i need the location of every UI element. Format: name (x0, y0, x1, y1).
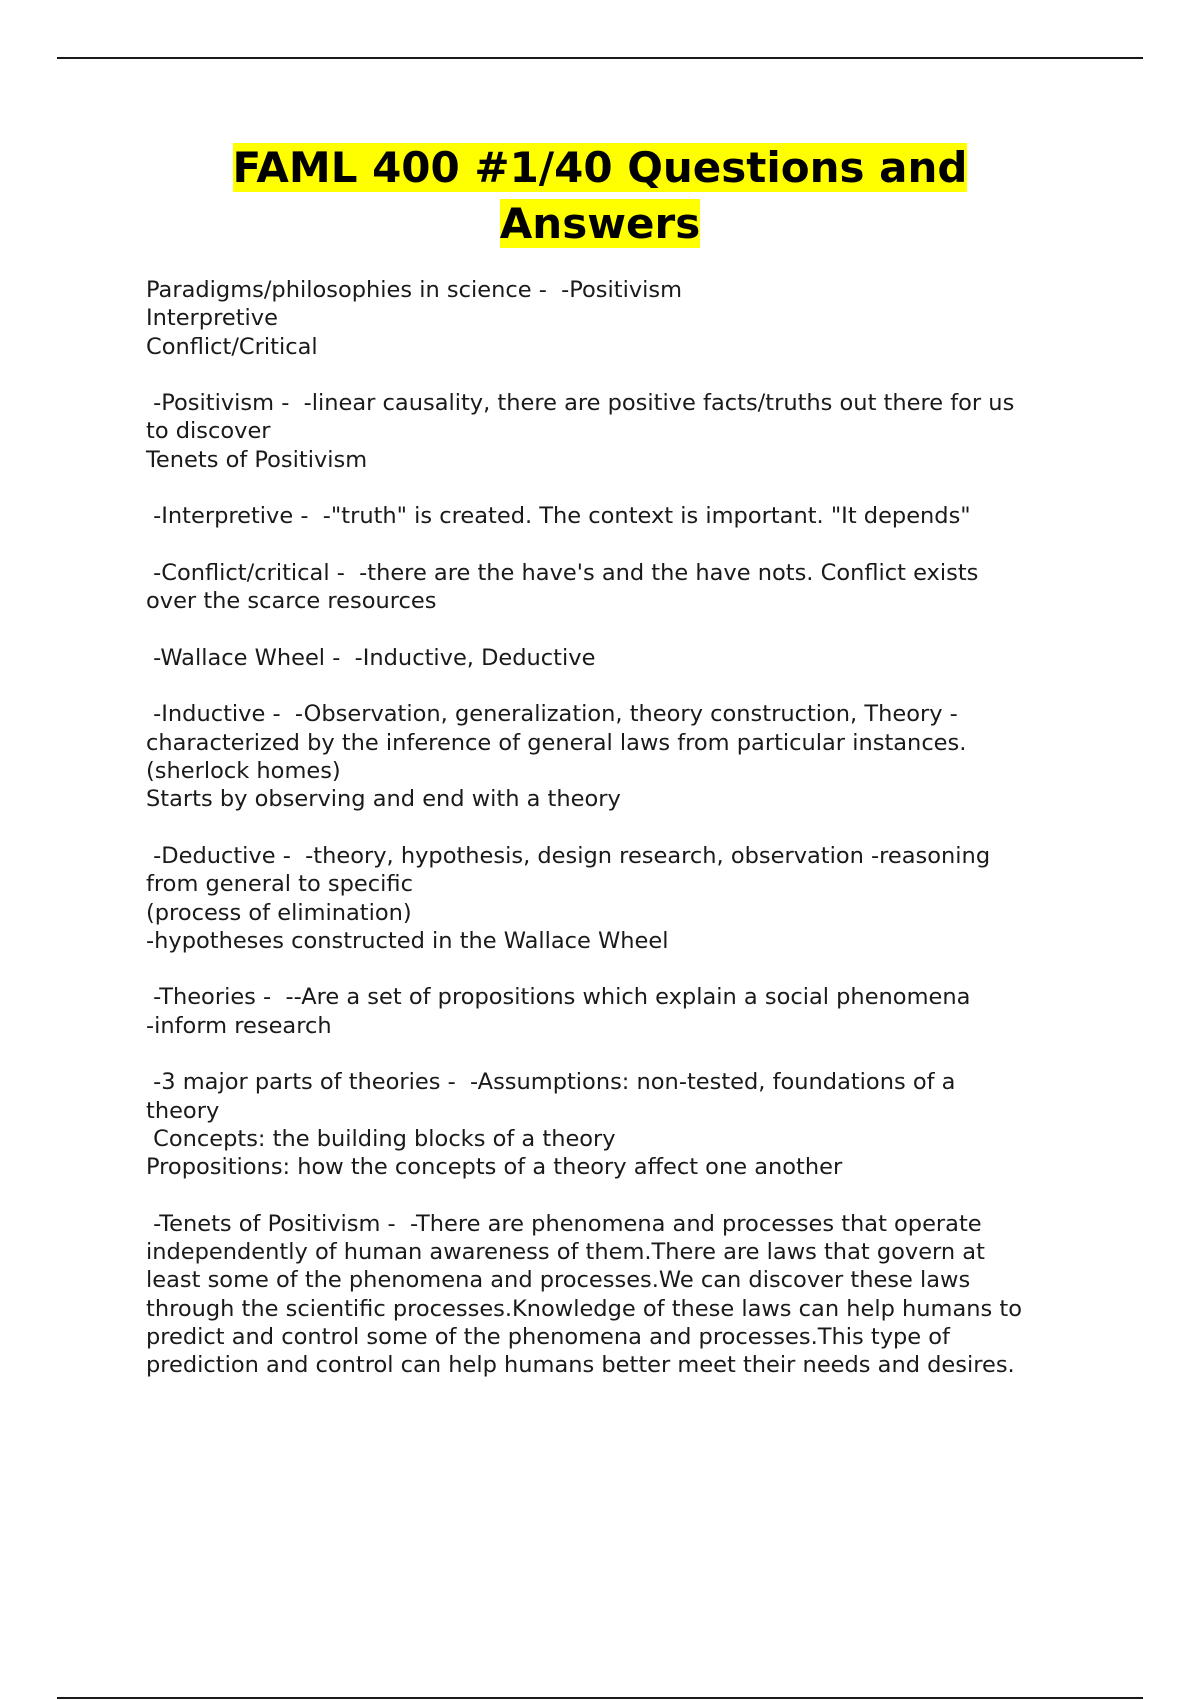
qa-entry-line: -Wallace Wheel - -Inductive, Deductive (146, 644, 596, 671)
qa-entry-line: -Interpretive - -"truth" is created. The context is important. "It depends" (146, 503, 971, 530)
qa-entry (146, 700, 1096, 813)
qa-entry-line: prediction and control can help humans better meet their needs and desires. (146, 1352, 1015, 1379)
bottom-rule (57, 1697, 1143, 1699)
qa-entry-line: -hypotheses constructed in the Wallace Wheel (146, 927, 669, 954)
qa-entry-line: -inform research (146, 1012, 332, 1039)
qa-entry-line: -Theories - --Are a set of propositions which explain a social phenomena (146, 984, 971, 1011)
qa-entry-line: to discover (146, 418, 271, 445)
qa-entry-line: characterized by the inference of general laws from particular instances. (146, 729, 967, 756)
qa-entry-line: -Deductive - -theory, hypothesis, design research, observation -reasoning (146, 842, 991, 869)
qa-entry-line: -Tenets of Positivism - -There are phenomena and processes that operate (146, 1210, 982, 1237)
qa-entry-line: Paradigms/philosophies in science - -Positivism (146, 277, 683, 303)
qa-entry (146, 842, 1096, 955)
qa-entry (146, 276, 1096, 361)
qa-entry-line: Tenets of Positivism (146, 446, 368, 473)
qa-entry-line: theory (146, 1097, 220, 1124)
qa-entry-line: predict and control some of the phenomena and processes.This type of (146, 1323, 950, 1350)
title-line-2: Answers (499, 199, 701, 248)
qa-entry-line: (sherlock homes) (146, 758, 341, 785)
qa-entry-line: Interpretive (146, 305, 278, 332)
top-rule (57, 57, 1143, 59)
qa-entry-line: Starts by observing and end with a theory (146, 786, 621, 813)
qa-entry-line: Conflict/Critical (146, 333, 318, 360)
qa-entry-line: Concepts: the building blocks of a theory (146, 1125, 616, 1152)
qa-entry-line: independently of human awareness of them.There are laws that govern at (146, 1239, 985, 1266)
qa-entry-line: Propositions: how the concepts of a theory affect one another (146, 1154, 843, 1181)
document-title (0, 140, 1200, 252)
qa-entry (146, 644, 1096, 672)
qa-entry-line: least some of the phenomena and processes.We can discover these laws (146, 1267, 971, 1294)
qa-entry (146, 1210, 1096, 1380)
qa-entry (146, 983, 1096, 1040)
qa-entry (146, 559, 1096, 616)
qa-entry-line: -Conflict/critical - -there are the have's and the have nots. Conflict exists (146, 559, 979, 586)
qa-entry-line: (process of elimination) (146, 899, 412, 926)
qa-entry (146, 1068, 1096, 1181)
qa-entry-line: over the scarce resources (146, 588, 437, 615)
qa-entry-line: from general to specific (146, 871, 413, 898)
qa-entry-line: -Inductive - -Observation, generalization, theory construction, Theory - (146, 701, 958, 728)
qa-entry (146, 502, 1096, 530)
qa-entry (146, 389, 1096, 474)
qa-entry-line: through the scientific processes.Knowledge of these laws can help humans to (146, 1295, 1022, 1322)
qa-entry-line: -3 major parts of theories - -Assumptions: non-tested, foundations of a (146, 1069, 956, 1096)
qa-entry-line: -Positivism - -linear causality, there are positive facts/truths out there for us (146, 390, 1015, 417)
title-line-1: FAML 400 #1/40 Questions and (232, 143, 968, 192)
qa-content (146, 276, 1096, 1408)
